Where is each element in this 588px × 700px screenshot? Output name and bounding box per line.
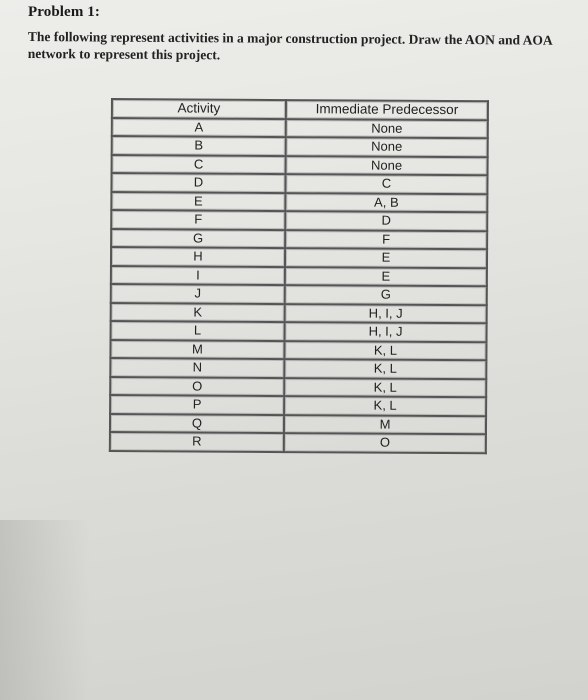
predecessor-cell: C bbox=[285, 174, 487, 194]
activity-cell: H bbox=[111, 247, 285, 267]
predecessor-cell: M bbox=[284, 415, 486, 435]
table-row bbox=[111, 284, 487, 305]
table-row bbox=[110, 340, 486, 361]
predecessor-cell: K, L bbox=[284, 341, 486, 361]
table-row bbox=[111, 247, 487, 268]
activity-cell: J bbox=[111, 284, 285, 304]
table-row bbox=[110, 414, 486, 435]
predecessor-cell: D bbox=[285, 211, 487, 231]
predecessor-cell: None bbox=[286, 137, 488, 157]
table-row bbox=[112, 136, 488, 157]
table-row bbox=[111, 303, 487, 324]
activity-cell: Q bbox=[110, 414, 284, 434]
table-row bbox=[111, 192, 487, 213]
activity-cell: B bbox=[112, 136, 286, 156]
predecessor-cell: None bbox=[286, 156, 488, 176]
predecessor-cell: G bbox=[285, 285, 487, 305]
activity-cell: D bbox=[111, 173, 285, 193]
table-row bbox=[111, 321, 487, 342]
predecessor-cell: H, I, J bbox=[285, 322, 487, 342]
table-row bbox=[110, 358, 486, 379]
problem-statement: The following represent activities in a major construction project. Draw the AON and AOA network to represent this project. bbox=[27, 28, 552, 63]
table-row bbox=[112, 118, 488, 139]
predecessor-cell: E bbox=[285, 267, 487, 287]
activity-cell: M bbox=[110, 340, 284, 360]
predecessor-cell: A, B bbox=[285, 193, 487, 213]
table-header-row bbox=[112, 99, 488, 120]
predecessor-cell: None bbox=[286, 119, 488, 139]
predecessor-table-container bbox=[109, 98, 489, 454]
activity-cell: K bbox=[111, 303, 285, 323]
predecessor-table bbox=[109, 98, 489, 454]
table-row bbox=[111, 173, 487, 194]
table-row bbox=[111, 266, 487, 287]
predecessor-cell: H, I, J bbox=[285, 304, 487, 324]
activity-cell: A bbox=[112, 118, 286, 138]
activity-cell: E bbox=[111, 192, 285, 212]
predecessor-cell: O bbox=[284, 433, 486, 453]
table-row bbox=[110, 395, 486, 416]
activity-cell: G bbox=[111, 229, 285, 249]
page-shadow bbox=[0, 520, 90, 700]
table-row bbox=[111, 210, 487, 231]
table-row bbox=[112, 155, 488, 176]
activity-cell: F bbox=[111, 210, 285, 230]
table-row bbox=[110, 432, 486, 453]
predecessor-cell: K, L bbox=[284, 359, 486, 379]
activity-cell: C bbox=[112, 155, 286, 175]
activity-cell: N bbox=[110, 358, 284, 378]
predecessor-cell: K, L bbox=[284, 396, 486, 416]
table-row bbox=[110, 377, 486, 398]
activity-cell: P bbox=[110, 395, 284, 415]
header-activity: Activity bbox=[112, 99, 286, 119]
activity-cell: R bbox=[110, 432, 284, 452]
predecessor-cell: K, L bbox=[284, 378, 486, 398]
activity-cell: O bbox=[110, 377, 284, 397]
predecessor-cell: E bbox=[285, 248, 487, 268]
table-row bbox=[111, 229, 487, 250]
header-immediate-predecessor: Immediate Predecessor bbox=[286, 100, 488, 120]
activity-cell: I bbox=[111, 266, 285, 286]
activity-cell: L bbox=[111, 321, 285, 341]
predecessor-cell: F bbox=[285, 230, 487, 250]
problem-title: Problem 1: bbox=[28, 4, 100, 20]
